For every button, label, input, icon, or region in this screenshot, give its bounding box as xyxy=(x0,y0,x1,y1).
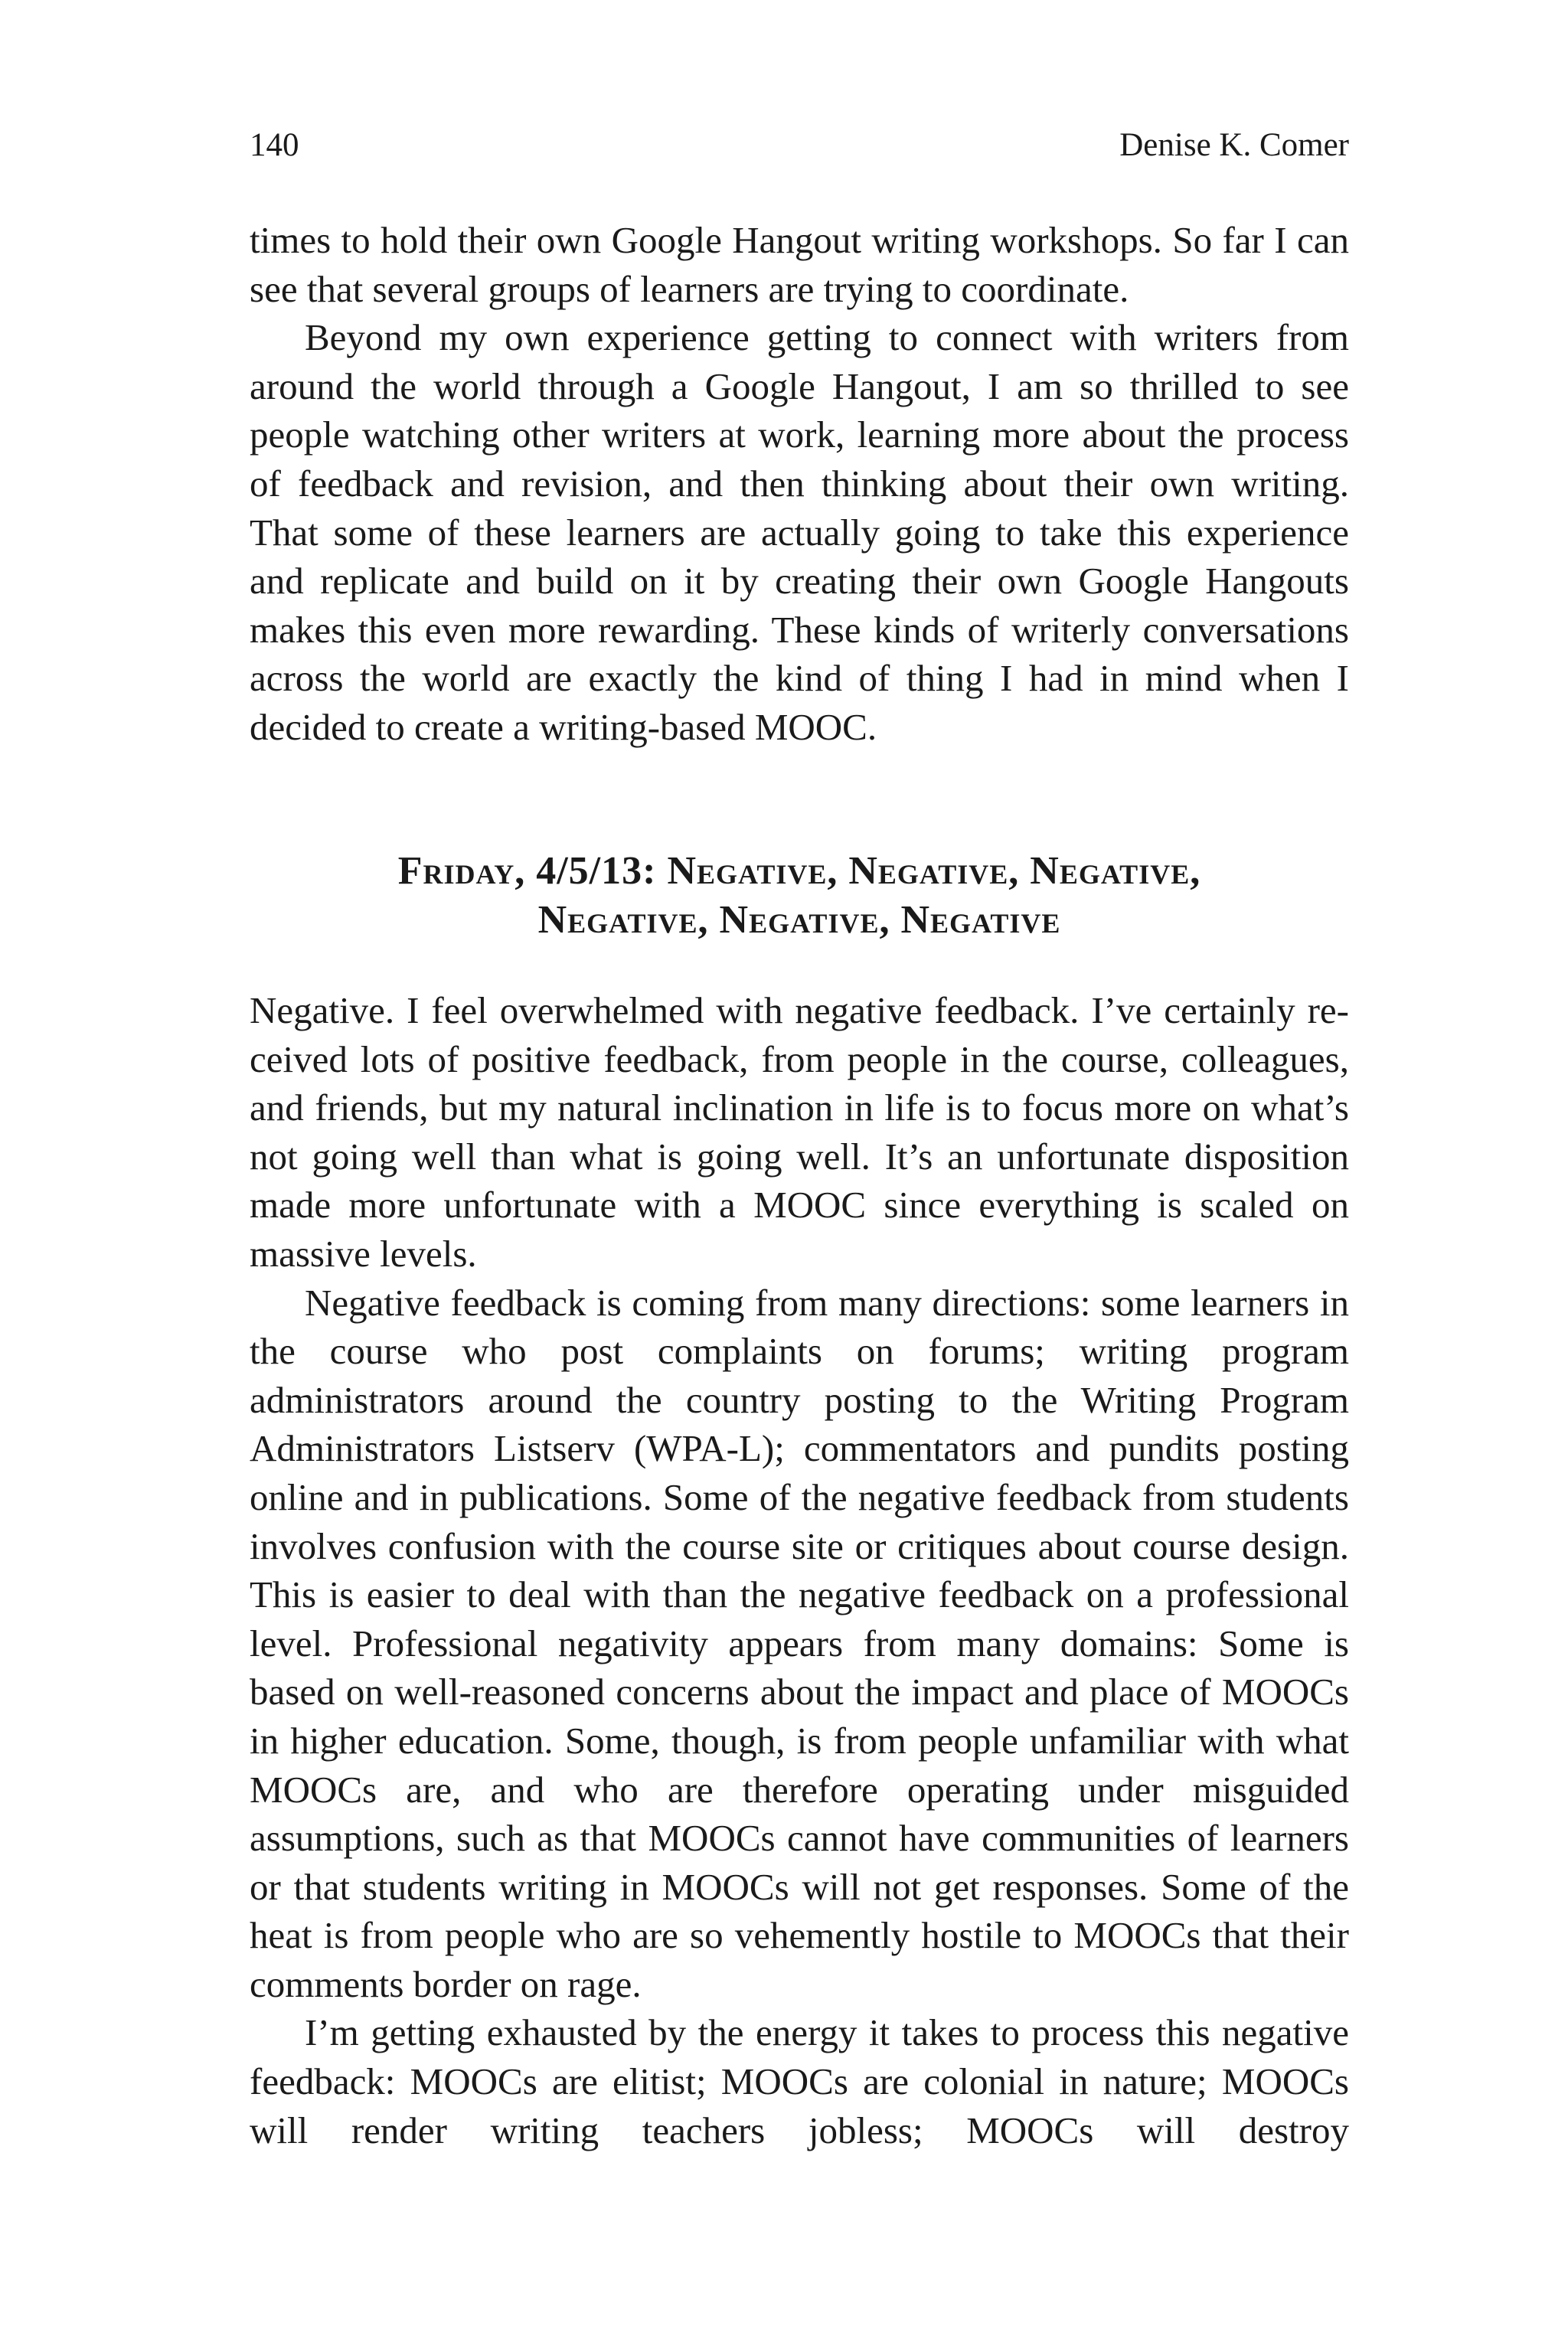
paragraph: Beyond my own experience getting to connect with writers from around the world through a Google Hangout, I am so thrilled to see people watching other writers at work, learning more about the process of feedback and revision, and then thinking about their own writing. That some of these learners are actually going to take this experience and replicate and build on it by creating their own Google Hangouts makes this even more rewarding. These kinds of writerly conversations across the world are exactly the kind of thing I had in mind when I decided to create a writing-based MOOC. xyxy=(250,316,1349,748)
running-head xyxy=(250,122,1349,168)
paragraph-first: Negative. I feel overwhelmed with negative feedback. I’ve certainly received lots of positive feedback, from people in the course, colleagues, and friends, but my natural inclination in life is to focus more on what’s not going well than what is going well. It’s an unfortunate disposition made more unfortunate with a MOOC since everything is scaled on massive levels. xyxy=(250,989,1349,1275)
paragraph-last: I’m getting exhausted by the energy it takes to process this negative feedback: MOOCs are elitist; MOOCs are colonial in nature; MOOCs will render writing teachers jobless; MOOCs will destroy xyxy=(250,2011,1349,2151)
body-text-before-heading xyxy=(250,216,1349,752)
section-heading xyxy=(250,847,1349,945)
section-heading-line-2: Negative, Negative, Negative xyxy=(537,898,1061,942)
running-head-author: Denise K. Comer xyxy=(1119,127,1349,163)
paragraph-continued: times to hold their own Google Hangout writing workshops. So far I can see that several groups of learners are trying to coordinate. xyxy=(250,219,1349,310)
section-heading-line-1: Friday, 4/5/13: Negative, Negative, Negative, xyxy=(397,849,1201,893)
page-number: 140 xyxy=(250,127,299,163)
paragraph: Negative feedback is coming from many directions: some learners in the course who post complaints on forums; writing program administrators around the country posting to the Writing Program Administrators Listserv (WPA-L); commentators and pundits posting online and in publications. Some of the negative feedback from students involves confusion with the course site or critiques about course design. This is easier to deal with than the negative feedback on a professional level. Professional negativity appears from many domains: Some is based on well-reasoned concerns about the impact and place of MOOCs in higher education. Some, though, is from people unfamiliar with what MOOCs are, and who are therefore operating under misguided assumptions, such as that MOOCs cannot have communities of learners or that students writing in MOOCs will not get responses. Some of the heat is from people who are so vehemently hostile to MOOCs that their comments border on rage. xyxy=(250,1281,1349,2005)
body-text-after-heading xyxy=(250,986,1349,2154)
